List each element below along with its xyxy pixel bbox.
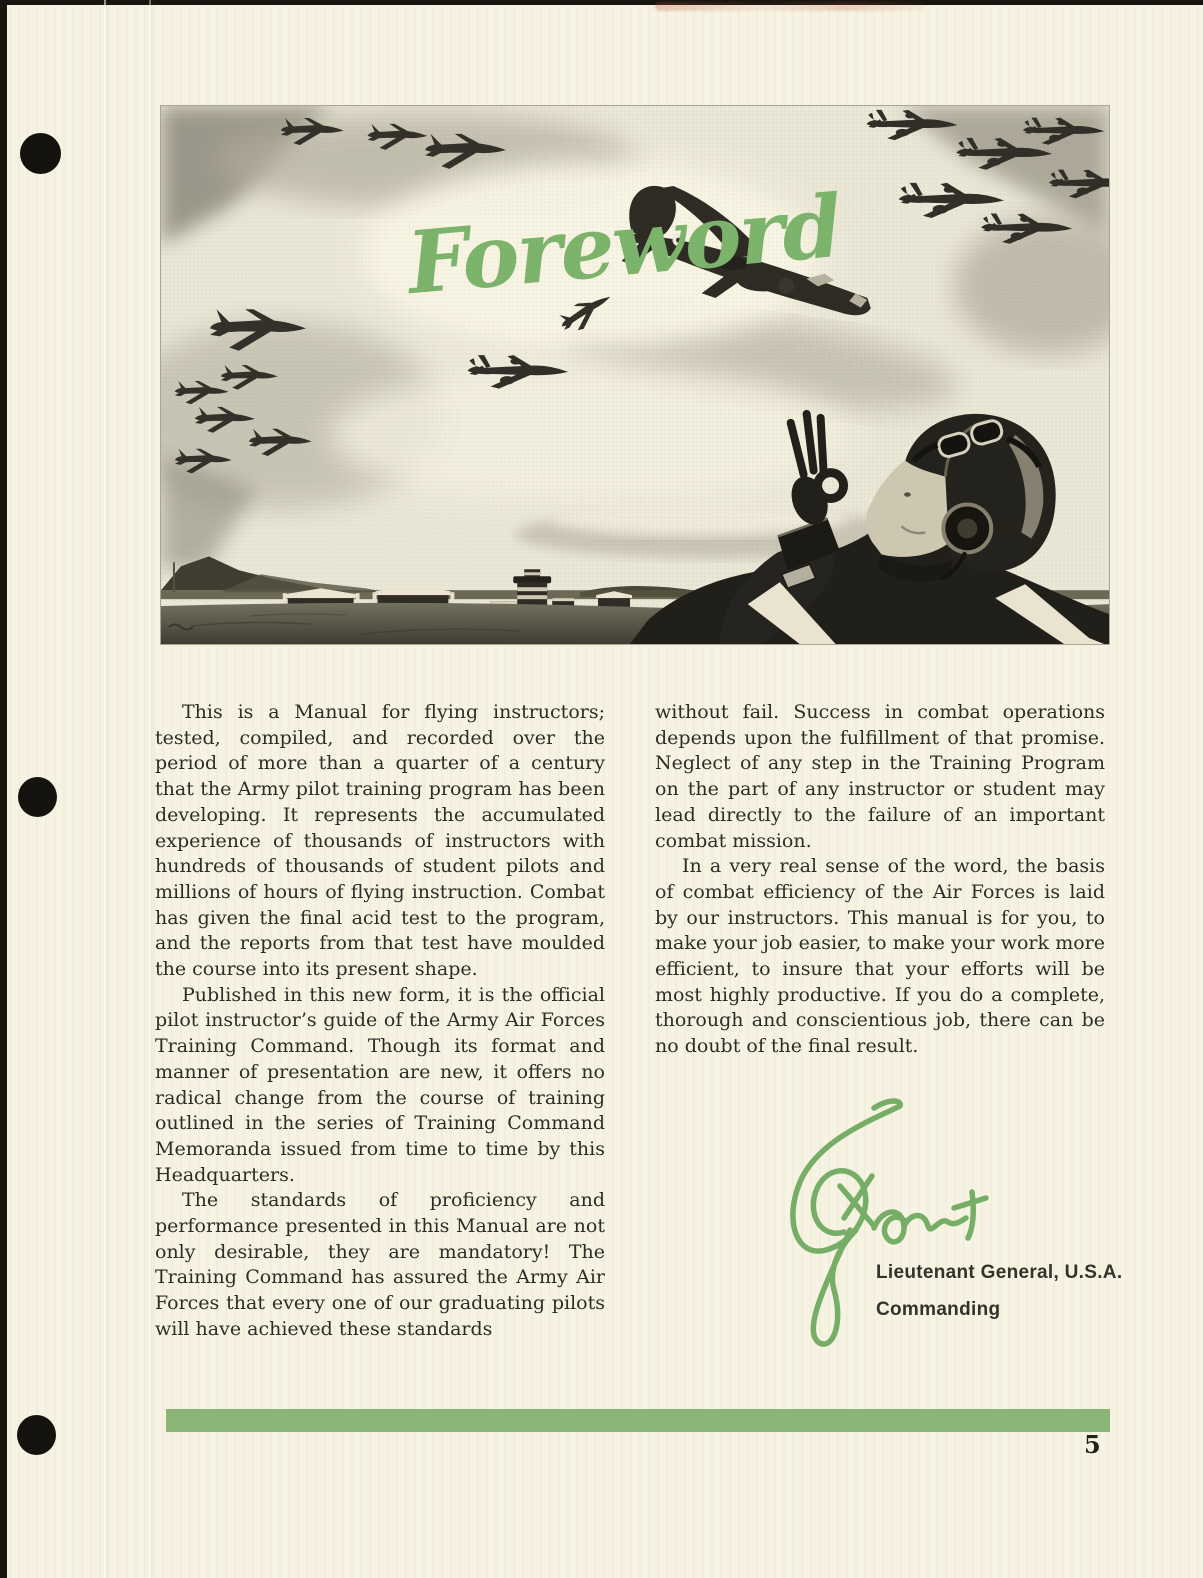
footer-rule [166, 1409, 1110, 1432]
foreword-illustration [160, 105, 1110, 645]
signature-title: Lieutenant General, U.S.A. [876, 1262, 1123, 1283]
scan-edge-left [0, 0, 7, 1578]
paragraph: without fail. Success in combat operations depends upon the fulfillment of that promise. Neglect of any step in the Training Program on the part of any instructor or student may lead directly to the failure of an important combat mission. [655, 701, 1105, 852]
scan-edge-top [0, 0, 1203, 5]
left-column [155, 700, 605, 1343]
paper-crease [149, 0, 151, 1578]
punch-hole-icon [18, 777, 57, 817]
paragraph: Published in this new form, it is the official pilot instructor’s guide of the Army Air Forces Training Command. Though its format and manner of presentation are new, it offers no radical change from the course of training outlined in the series of Training Command Memoranda issued from time to time by this Headquarters. [155, 983, 605, 1186]
paragraph: In a very real sense of the word, the basis of combat efficiency of the Air Forces is laid by our instructors. This manual is for you, to make your job easier, to make your work more efficient, to insure that your efforts will be most highly productive. If you do a complete, thorough and conscientious job, there can be no doubt of the final result. [655, 855, 1105, 1058]
paragraph: This is a Manual for flying instructors; tested, compiled, and recorded over the period of more than a quarter of a century that the Army pilot training program has been developing. It represents the accumulated experience of thousands of instructors with hundreds of thousands of student pilots and millions of hours of flying instruction. Combat has given the final acid test to the program, and the reports from that test have moulded the course into its present shape. [155, 701, 605, 981]
signature-role: Commanding [876, 1299, 1001, 1320]
punch-hole-icon [20, 133, 61, 174]
ink-bleed-smudge [655, 2, 925, 11]
punch-hole-icon [17, 1415, 56, 1455]
paragraph: The standards of proficiency and performance presented in this Manual are not only desirable, they are mandatory! The Training Command has assured the Army Air Forces that every one of our graduating pilots will have achieved these standards [155, 1189, 605, 1340]
page-number: 5 [1084, 1430, 1101, 1459]
paper-crease [104, 0, 106, 1578]
